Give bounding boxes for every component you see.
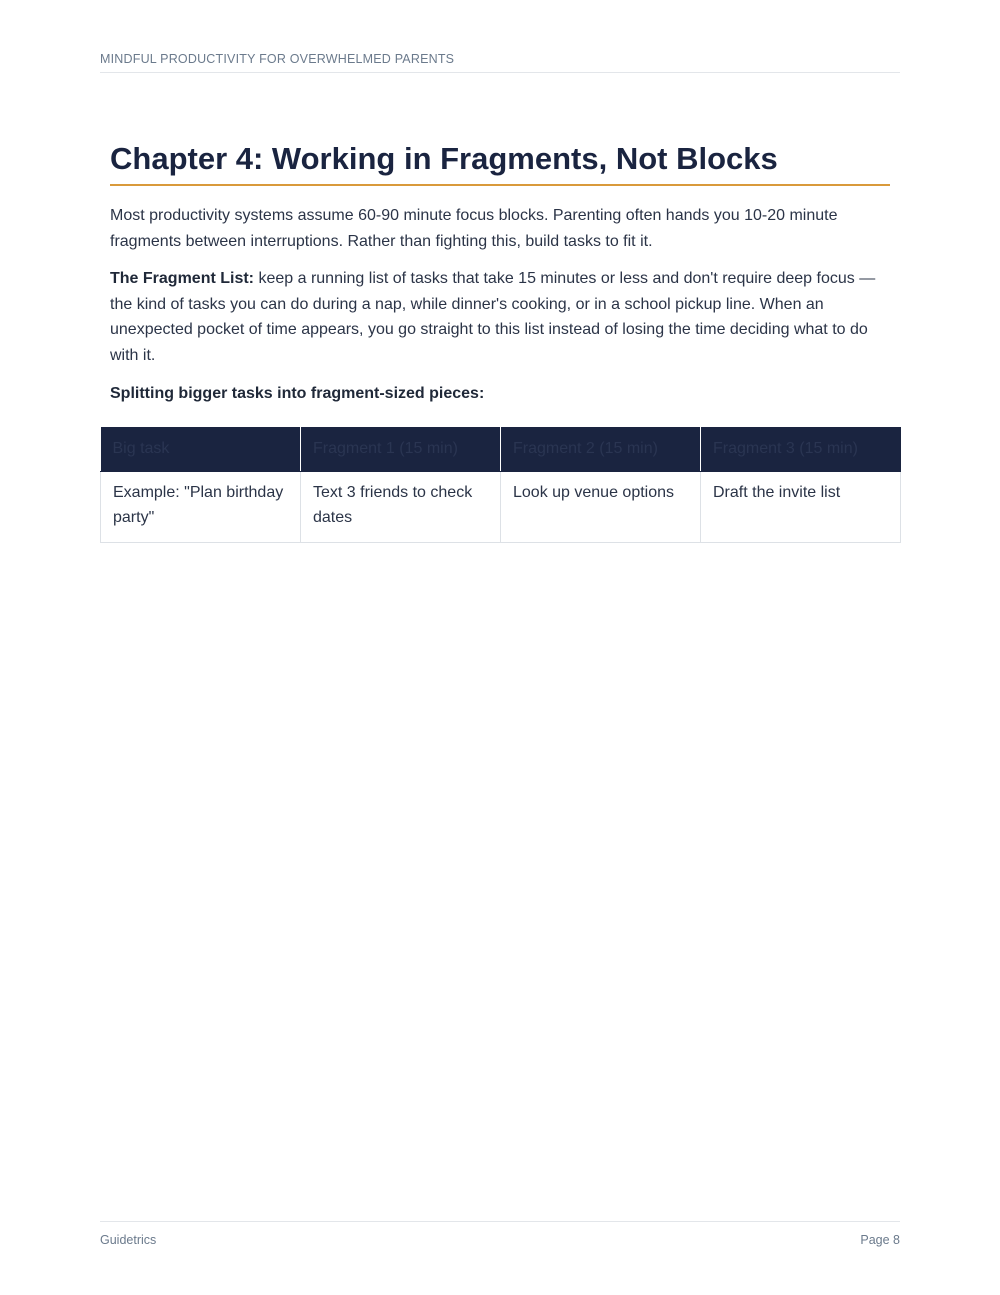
table-header-cell: Big task	[101, 427, 301, 472]
fragment-list-paragraph	[110, 266, 890, 368]
chapter-title: Chapter 4: Working in Fragments, Not Blocks	[110, 138, 890, 186]
running-header-title: MINDFUL PRODUCTIVITY FOR OVERWHELMED PARENTS	[100, 52, 455, 66]
table-header-cell: Fragment 2 (15 min)	[501, 427, 701, 472]
chapter-content	[110, 138, 890, 406]
table-cell: Look up venue options	[501, 472, 701, 543]
table-intro: Splitting bigger tasks into fragment-sized pieces:	[110, 385, 485, 402]
fragment-table-wrap	[100, 427, 901, 543]
intro-paragraph: Most productivity systems assume 60-90 minute focus blocks. Parenting often hands you 10-20 minute fragments between interruptions. Rather than fighting this, build tasks to fit it.	[110, 207, 838, 250]
table-cell: Draft the invite list	[701, 472, 901, 543]
table-header-cell: Fragment 3 (15 min)	[701, 427, 901, 472]
table-header-row	[101, 427, 901, 472]
fragment-list-text: keep a running list of tasks that take 15 minutes or less and don't require deep focus — the kind of tasks you can do during a nap, while dinner's cooking, or in a school pickup line. When an unexpected pocket of time appears, you go straight to this list instead of losing the time deciding what to do with it.	[110, 270, 876, 364]
page-number: Page 8	[860, 1233, 900, 1247]
running-header	[100, 52, 900, 73]
footer-brand: Guidetrics	[100, 1233, 157, 1247]
fragment-list-label: The Fragment List:	[110, 270, 255, 287]
table-row	[101, 472, 901, 543]
table-cell: Text 3 friends to check dates	[301, 472, 501, 543]
running-footer	[100, 1221, 900, 1247]
fragment-table	[100, 427, 901, 543]
table-cell: Example: "Plan birthday party"	[101, 472, 301, 543]
table-header-cell: Fragment 1 (15 min)	[301, 427, 501, 472]
